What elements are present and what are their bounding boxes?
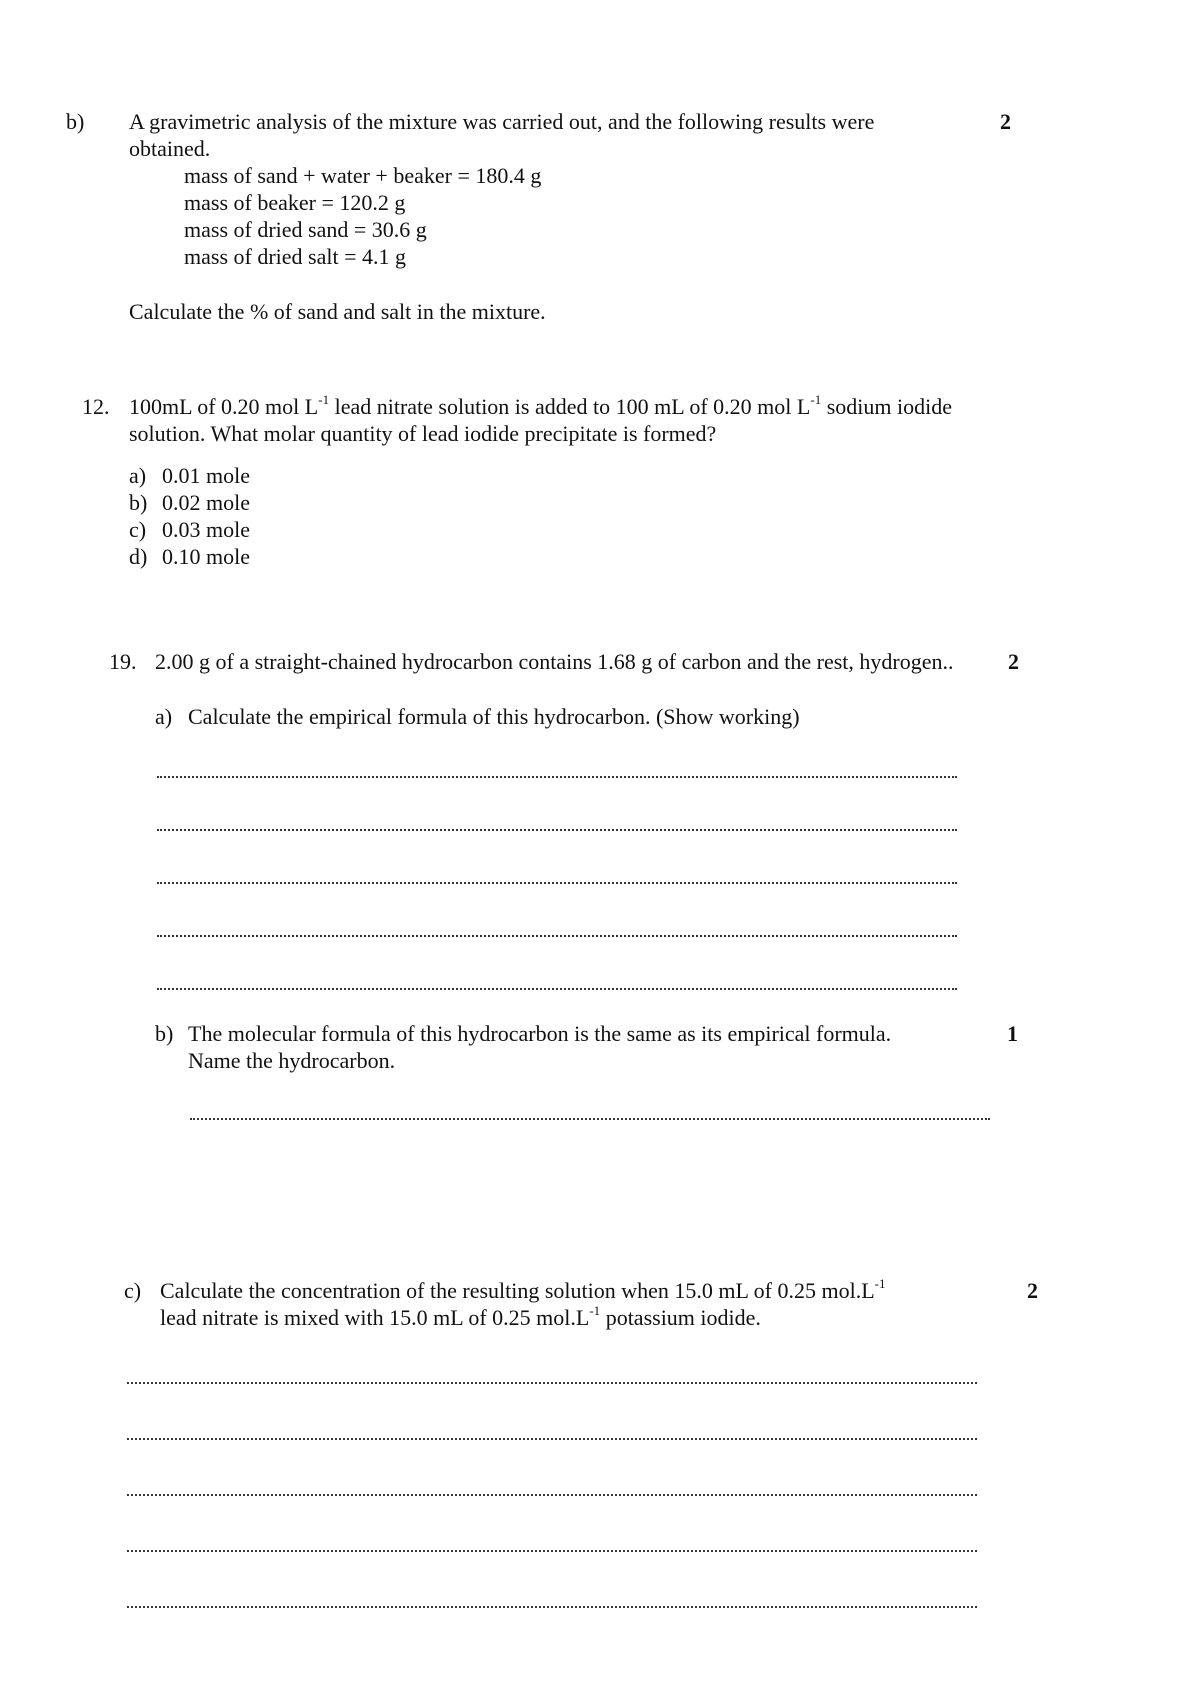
option-text: 0.01 mole [162, 463, 250, 488]
part-b-marks: 2 [1000, 109, 1011, 134]
answer-line[interactable] [157, 882, 957, 884]
part-c-line1: Calculate the concentration of the resulting solution when 15.0 mL of 0.25 $mol.L^{-1}$ [160, 1275, 886, 1303]
part-c-letter: c) [124, 1278, 142, 1303]
answer-line[interactable] [127, 1550, 977, 1552]
answer-line[interactable] [157, 935, 957, 937]
q12-line2: solution. What molar quantity of lead iodide precipitate is formed? [129, 421, 717, 446]
q19b-letter: b) [155, 1021, 174, 1046]
answer-line[interactable] [127, 1382, 977, 1384]
option-text: 0.02 mole [162, 490, 250, 515]
answer-line[interactable] [127, 1438, 977, 1440]
q19-text: 2.00 g of a straight-chained hydrocarbon contains 1.68 g of carbon and the rest, hydrogen.. [155, 649, 954, 674]
part-b-instruction: Calculate the % of sand and salt in the mixture. [129, 299, 546, 324]
answer-line[interactable] [157, 776, 957, 778]
result-line: mass of sand + water + beaker = 180.4 g [184, 163, 542, 188]
part-b-text-line2: obtained. [129, 136, 211, 161]
answer-line[interactable] [157, 988, 957, 990]
q19b-marks: 1 [1007, 1021, 1018, 1046]
option-letter: c) [129, 517, 147, 542]
q12-line1: 100mL of 0.20 mol $L^{-1}$ lead nitrate solution is added to 100 mL of 0.20 mol $L^{-1}$ sodium iodide [129, 391, 952, 419]
answer-line[interactable] [190, 1118, 990, 1120]
q19a-text: Calculate the empirical formula of this hydrocarbon. (Show working) [188, 704, 800, 729]
q19b-line1: The molecular formula of this hydrocarbon is the same as its empirical formula. [188, 1021, 892, 1046]
result-line: mass of dried sand = 30.6 g [184, 217, 427, 242]
q12-number: 12. [82, 394, 110, 419]
part-c-marks: 2 [1027, 1278, 1038, 1303]
result-line: mass of dried salt = 4.1 g [184, 244, 406, 269]
q19-marks: 2 [1008, 649, 1019, 674]
option-letter: a) [129, 463, 147, 488]
answer-line[interactable] [127, 1494, 977, 1496]
option-letter: b) [129, 490, 148, 515]
part-b-label: b) [66, 109, 85, 134]
part-b-text-line1: A gravimetric analysis of the mixture was carried out, and the following results were [129, 109, 875, 134]
option-letter: d) [129, 544, 148, 569]
q19-number: 19. [109, 649, 137, 674]
q19b-line2: Name the hydrocarbon. [188, 1048, 396, 1073]
result-line: mass of beaker = 120.2 g [184, 190, 406, 215]
part-c-line2: lead nitrate is mixed with 15.0 mL of 0.25 $mol.L^{-1}$ potassium iodide. [160, 1302, 761, 1330]
option-text: 0.10 mole [162, 544, 250, 569]
answer-line[interactable] [127, 1606, 977, 1608]
option-text: 0.03 mole [162, 517, 250, 542]
q19a-letter: a) [155, 704, 173, 729]
answer-line[interactable] [157, 829, 957, 831]
